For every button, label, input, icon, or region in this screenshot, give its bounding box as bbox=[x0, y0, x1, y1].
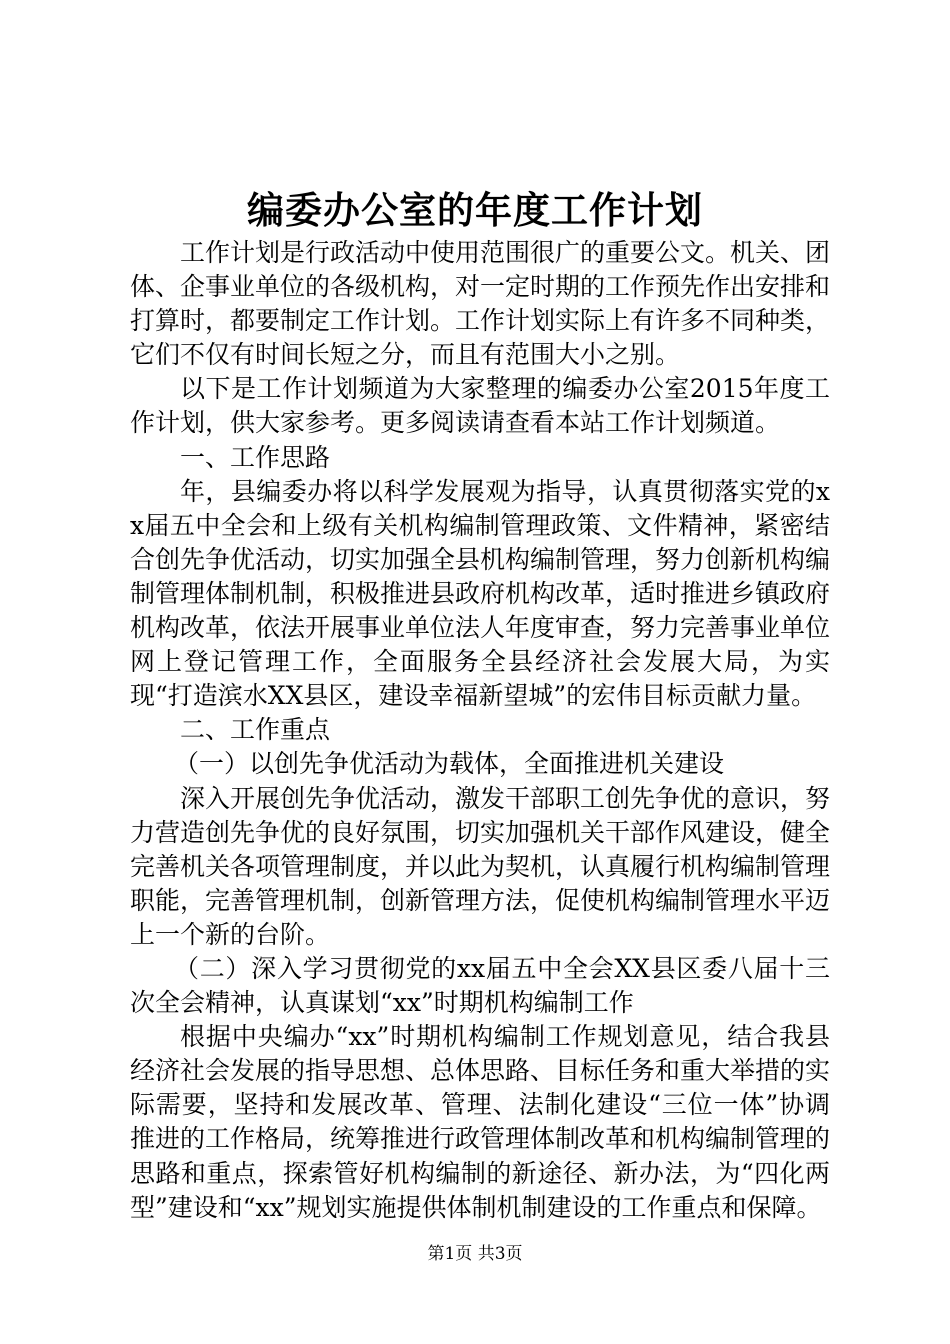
subsection-heading-2: （二）深入学习贯彻党的xx届五中全会XX县区委八届十三次全会精神，认真谋划“xx”时期机构编制工作 bbox=[130, 953, 830, 1018]
document-body bbox=[130, 236, 830, 1225]
paragraph-organ-building: 深入开展创先争优活动，激发干部职工创先争优的意识，努力营造创先争优的良好氛围，切实加强机关干部作风建设，健全完善机关各项管理制度，并以此为契机，认真履行机构编制管理职能，完善管理机制，创新管理方法，促使机构编制管理水平迈上一个新的台阶。 bbox=[130, 783, 831, 949]
document-title: 编委办公室的年度工作计划 bbox=[247, 188, 703, 232]
section-heading-1: 一、工作思路 bbox=[180, 442, 331, 472]
paragraph-reference: 以下是工作计划频道为大家整理的编委办公室2015年度工作计划，供大家参考。更多阅读请查看本站工作计划频道。 bbox=[130, 374, 830, 438]
paragraph-work-approach: 年，县编委办将以科学发展观为指导，认真贯彻落实党的xx届五中全会和上级有关机构编制管理政策、文件精神，紧密结合创先争优活动，切实加强全县机构编制管理，努力创新机构编制管理体制机制，积极推进县政府机构改革，适时推进乡镇政府机构改革，依法开展事业单位法人年度审查，努力完善事业单位网上登记管理工作，全面服务全县经济社会发展大局，为实现“打造滨水XX县区，建设幸福新望城”的宏伟目标贡献力量。 bbox=[130, 476, 831, 711]
page-footer: 第1页 共3页 bbox=[427, 1244, 523, 1264]
subsection-heading-1: （一）以创先争优活动为载体，全面推进机关建设 bbox=[174, 749, 725, 779]
paragraph-intro: 工作计划是行政活动中使用范围很广的重要公文。机关、团体、企事业单位的各级机构，对一定时期的工作预先作出安排和打算时，都要制定工作计划。工作计划实际上有许多不同种类，它们不仅有时间长短之分，而且有范围大小之别。 bbox=[130, 238, 831, 370]
paragraph-planning: 根据中央编办“xx”时期机构编制工作规划意见，结合我县经济社会发展的指导思想、总体思路、目标任务和重大举措的实际需要，坚持和发展改革、管理、法制化建设“三位一体”协调推进的工作格局，统筹推进行政管理体制改革和机构编制管理的思路和重点，探索管好机构编制的新途径、新办法，为“四化两型”建设和“xx”规划实施提供体制机制建设的工作重点和保障。 bbox=[130, 1022, 831, 1222]
section-heading-2: 二、工作重点 bbox=[180, 715, 331, 745]
